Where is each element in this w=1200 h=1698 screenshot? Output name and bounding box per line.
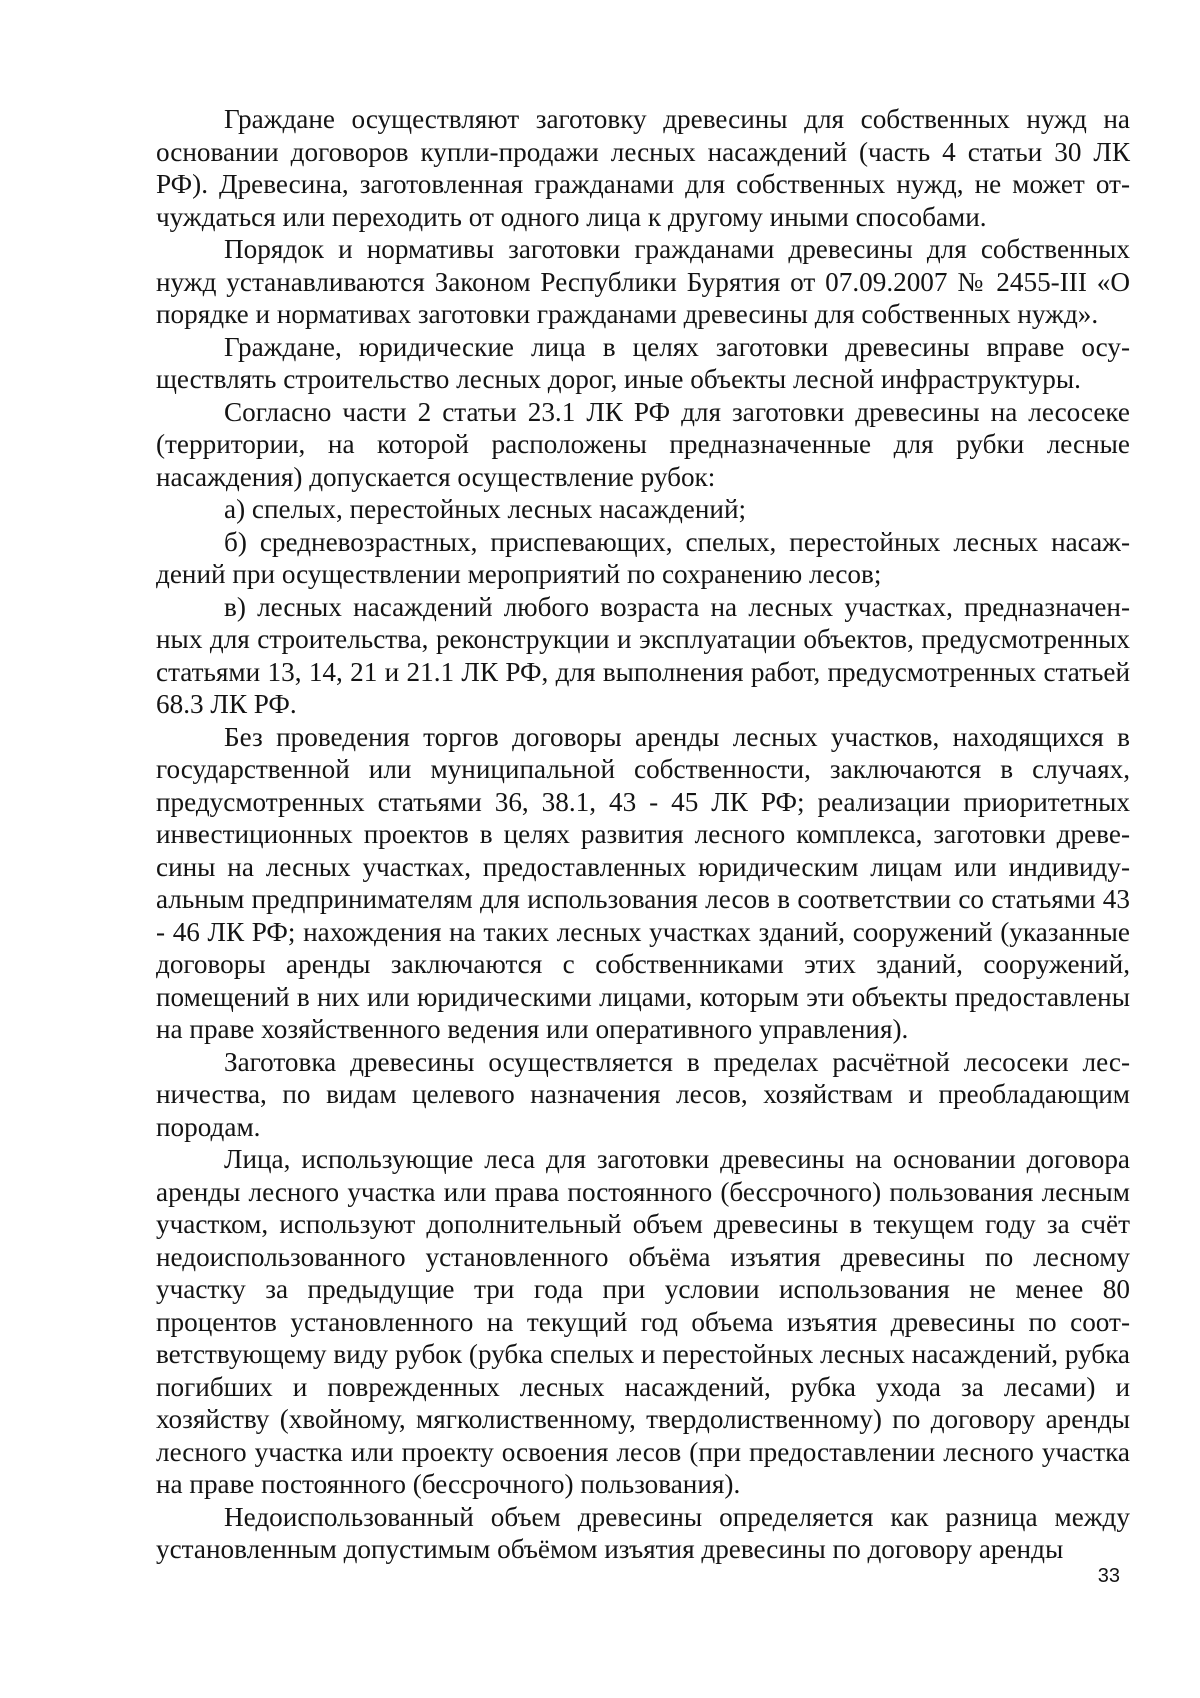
paragraph-article-23-1: Согласно части 2 статьи 23.1 ЛК РФ для заготовки древесины на лесосеке (территории, на которой расположены предназначенные для рубки лесные насаждения) допускается осуществление рубок: [156,396,1130,492]
paragraph-citizens-harvesting: Граждане осуществляют заготовку древесины для собственных нужд на основании договоров купли-продажи лесных насаждений (часть 4 статьи 30 ЛК РФ). Древесина, заготовленная гражданами для собственных нужд, не может отчуждаться или переходить от одного лица к другому иными способами. [156,104,1130,232]
paragraph-forest-roads: Граждане, юридические лица в целях заготовки древесины вправе осуществлять строительство лесных дорог, иные объекты лесной инфраструктуры. [156,331,1130,394]
paragraph-lease-without-auction: Без проведения торгов договоры аренды лесных участков, находящихся в государственной или муниципальной собственности, заключаются в случаях, предусмотренных статьями 36, 38.1, 43 - 45 ЛК РФ; реализации приоритетных инвестиционных проектов в целях развития лесного комплекса, заготовки древесины на лесных участках, предоставленных юридическим лицам или индивидуальным предпринимателям для использования лесов в соответствии со статьями 43 - 46 ЛК РФ; нахождения на таких лесных участках зданий, сооружений (указанные договоры аренды заключаются с собственниками этих зданий, сооружений, помещений в них или юридическими лицами, которым эти объекты предоставлены на праве хозяйственного ведения или оперативного управления). [156,721,1130,1044]
list-item-v: в) лесных насаждений любого возраста на лесных участках, предназначенных для строительства, реконструкции и эксплуатации объектов, предусмотренных статьями 13, 14, 21 и 21.1 ЛК РФ, для выполнения работ, предусмотренных статьей 68.3 ЛК РФ. [156,591,1130,719]
paragraph-additional-volume: Лица, использующие леса для заготовки древесины на основании договора аренды лесного участка или права постоянного (бессрочного) пользования лесным участком, используют дополнительный объем древесины в текущем году за счёт недоиспользованного установленного объёма изъятия древесины по лесному участку за предыдущие три года при условии использования не менее 80 процентов установленного на текущий год объема изъятия древесины по соответствующему виду рубок (рубка спелых и перестойных лесных насаждений, рубка погибших и поврежденных лесных насаждений, рубка ухода за лесами) и хозяйству (хвойному, мягколиственному, твердолиственному) по договору аренды лесного участка или проекту освоения лесов (при предоставлении лесного участка на праве постоянного (бессрочного) пользования). [156,1144,1130,1499]
list-item-b: б) средневозрастных, приспевающих, спелых, перестойных лесных насаждений при осуществлении мероприятий по сохранению лесов; [156,526,1130,589]
page-number: 33 [1097,1565,1120,1587]
list-item-a: а) спелых, перестойных лесных насаждений; [224,494,747,524]
paragraph-procedure-norms: Порядок и нормативы заготовки гражданами древесины для собственных нужд устанавливаются Законом Республики Бурятия от 07.09.2007 № 2455-III «О порядке и нормативах заготовки гражданами древесины для собственных нужд». [156,234,1130,329]
paragraph-unused-volume: Недоиспользованный объем древесины определяется как разница между установленным допустимым объёмом изъятия древесины по договору аренды [156,1501,1130,1564]
body-text [156,103,1130,1566]
paragraph-allowable-cut: Заготовка древесины осуществляется в пределах расчётной лесосеки лесничества, по видам целевого назначения лесов, хозяйствам и преобладающим породам. [156,1046,1130,1142]
